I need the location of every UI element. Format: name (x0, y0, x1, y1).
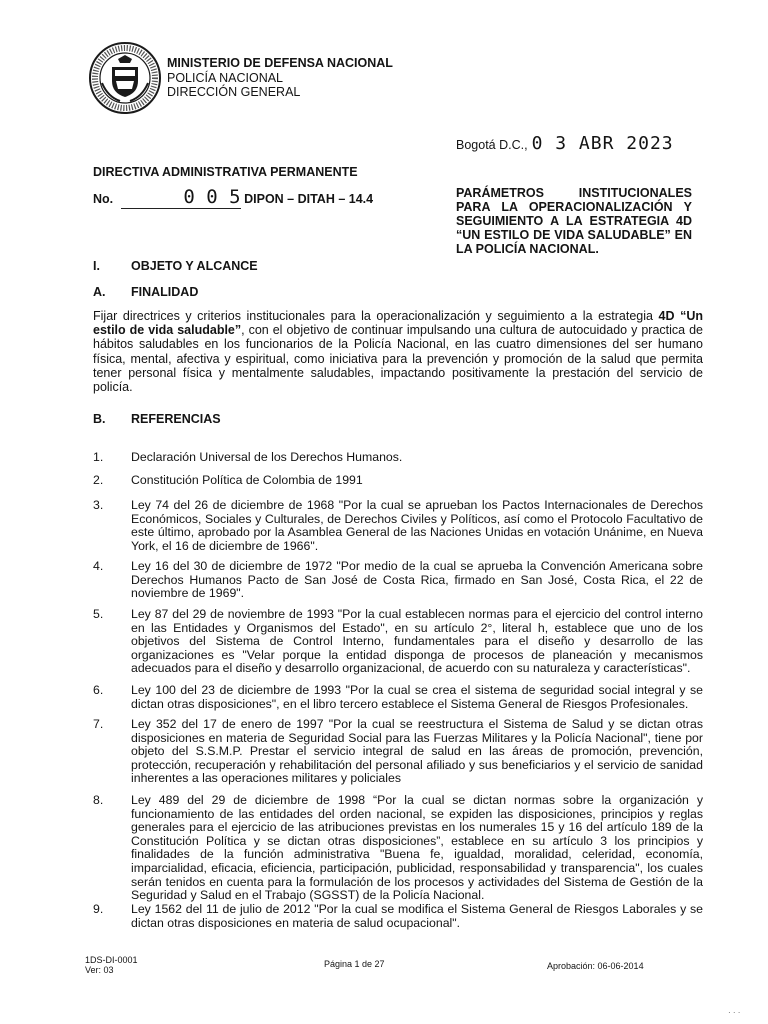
reference-item (93, 560, 703, 601)
handwritten-number: 0 0 5 (121, 186, 241, 209)
number-label: No. (93, 192, 114, 206)
footer-approval-date: Aprobación: 06-06-2014 (547, 961, 644, 971)
ministry-name: MINISTERIO DE DEFENSA NACIONAL (167, 56, 393, 70)
reference-text: Ley 74 del 26 de diciembre de 1968 "Por la cual se aprueban los Pactos Internacionales de Derechos Económicos, Sociales y Culturales, de Derechos Civiles y Políticos, así como el Protocolo Facultativo de este último, aprobado por la Asamblea General de las Naciones Unidas en votación Unánime, en Nueva York, el 16 de diciembre de 1966". (131, 498, 703, 553)
reference-number: 9. (93, 902, 104, 916)
reference-number: 8. (93, 793, 104, 807)
section-heading-A (93, 285, 198, 299)
institution-name: POLICÍA NACIONAL (167, 70, 284, 85)
reference-item (93, 903, 703, 930)
section-title: REFERENCIAS (131, 412, 221, 426)
reference-text: Declaración Universal de los Derechos Humanos. (131, 450, 403, 464)
reference-item (93, 794, 703, 903)
date-place: Bogotá D.C., (456, 138, 528, 152)
reference-text: Constitución Política de Colombia de 1991 (131, 473, 363, 487)
section-title: OBJETO Y ALCANCE (131, 259, 258, 273)
reference-number: 4. (93, 559, 104, 573)
purpose-paragraph (93, 309, 703, 394)
section-heading-B (93, 412, 221, 426)
reference-item (93, 474, 703, 488)
strategy-name: 4D “Un estilo de vida saludable” (93, 309, 703, 338)
form-code: 1DS-DI-0001 (85, 955, 138, 965)
section-title: FINALIDAD (131, 285, 199, 299)
reference-item (93, 499, 703, 553)
reference-item (93, 451, 703, 465)
footer-document-code (85, 955, 138, 975)
section-heading-I (93, 259, 258, 273)
reference-number: 5. (93, 607, 104, 621)
document-header (167, 56, 393, 100)
reference-item (93, 684, 703, 711)
section-number: B. (93, 412, 106, 426)
reference-number: 7. (93, 717, 104, 731)
reference-number: 1. (93, 450, 104, 464)
reference-number: 2. (93, 473, 104, 487)
office-name: DIRECCIÓN GENERAL (167, 85, 301, 99)
reference-text: Ley 352 del 17 de enero de 1997 "Por la cual se reestructura el Sistema de Salud y se dictan otras disposiciones en materia de Seguridad Social para las Fuerzas Militares y la Policía Nacional", tiene por objeto del S.S.M.P. Prestar el servicio integral de salud en las áreas de promoción, prevención, protección, recuperación y rehabilitación del personal afiliado y sus beneficiarios y el servicio de sanidad inherentes a las operaciones militares y policiales (131, 717, 703, 786)
directive-title: DIRECTIVA ADMINISTRATIVA PERMANENTE (93, 165, 358, 179)
reference-item (93, 718, 703, 786)
police-seal-logo (88, 41, 162, 115)
section-number: I. (93, 259, 100, 273)
footer-page-number: Página 1 de 27 (324, 959, 385, 969)
directive-subject: PARÁMETROS INSTITUCIONALES PARA LA OPERACIONALIZACIÓN Y SEGUIMIENTO A LA ESTRATEGIA 4D “UN ESTILO DE VIDA SALUDABLE” EN LA POLICÍA NACIONAL. (456, 186, 692, 256)
section-number: A. (93, 285, 106, 299)
reference-text: Ley 100 del 23 de diciembre de 1993 "Por la cual se crea el sistema de seguridad social integral y se dictan otras disposiciones", en el libro tercero establece el Sistema General de Riesgos Profesionales. (131, 683, 703, 711)
form-version: Ver: 03 (85, 965, 114, 975)
reference-number: 6. (93, 683, 104, 697)
paragraph-text: , con el objetivo de continuar impulsando una cultura de autocuidado y practica de hábitos saludables en los funcionarios de la Policía Nacional, en las cuatro dimensiones del ser humano física, mental, afectiva y espiritual, como iniciativa para la prevención y promoción de la salud que permita tener personal física y mentalmente saludables, impactando positivamente la prestación del servicio de policía. (93, 323, 703, 395)
reference-text: Ley 489 del 29 de diciembre de 1998 “Por la cual se dictan normas sobre la organización y funcionamiento de las entidades del orden nacional, se expiden las disposiciones, principios y reglas generales para el ejercicio de las atribuciones previstas en los numerales 15 y 16 del artículo 189 de la Constitución Política y se dictan otras disposiciones”, establece en su artículo 3 los principios y finalidades de la función administrativa "Buena fe, igualdad, moralidad, celeridad, economía, imparcialidad, eficacia, eficiencia, participación, publicidad, responsabilidad y transparencia", los cuales serán tenidos en cuenta para la formulación de los procesos y actividades del Sistema de Gestión de la Seguridad y Salud en el Trabajo (SGSST) de la Policía Nacional. (131, 793, 703, 903)
handwritten-date: 0 3 ABR 2023 (531, 133, 674, 154)
reference-text: Ley 1562 del 11 de julio de 2012 "Por la cual se modifica el Sistema General de Riesgos Laborales y se dictan otras disposiciones en materia de salud ocupacional". (131, 902, 703, 930)
reference-number: 3. (93, 498, 104, 512)
directive-number-line (93, 186, 373, 209)
date-line (456, 133, 674, 154)
reference-text: Ley 87 del 29 de noviembre de 1993 "Por la cual establecen normas para el ejercicio del control interno en las Entidades y Organismos del Estado", en su artículo 2°, literal h, establece que uno de los objetivos del Sistema de Control Interno, fundamentales para el diseño y desarrollo de las organizaciones es "Velar porque la entidad disponga de procesos de planeación y mecanismos adecuados para el diseño y desarrollo organizacional, de acuerdo con su naturaleza y características". (131, 607, 703, 676)
paragraph-text: Fijar directrices y criterios institucionales para la operacionalización y seguimiento a la estrategia (93, 309, 659, 323)
reference-item (93, 608, 703, 676)
scan-artifact: · · · (728, 1008, 741, 1017)
reference-text: Ley 16 del 30 de diciembre de 1972 "Por medio de la cual se aprueba la Convención Americana sobre Derechos Humanos Pacto de San José de Costa Rica, firmado en San José, Costa Rica, el 22 de noviembre de 1969". (131, 559, 703, 601)
number-suffix: DIPON – DITAH – 14.4 (244, 192, 374, 206)
